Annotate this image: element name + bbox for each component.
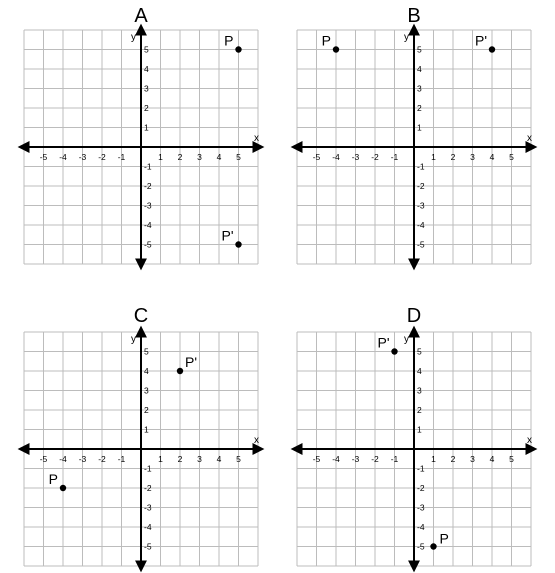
y-tick-label: 4 bbox=[417, 64, 422, 74]
y-tick-label: 2 bbox=[144, 103, 149, 113]
y-tick-label: -4 bbox=[144, 522, 152, 532]
point-label: P bbox=[224, 32, 234, 49]
y-tick-label: -2 bbox=[144, 181, 152, 191]
x-tick-label: -1 bbox=[390, 454, 399, 464]
y-tick-label: -4 bbox=[417, 522, 425, 532]
y-tick-label: 4 bbox=[144, 366, 149, 376]
point-marker bbox=[177, 368, 183, 374]
x-tick-label: -1 bbox=[117, 454, 126, 464]
y-tick-label: 3 bbox=[144, 385, 149, 396]
x-axis-label: x bbox=[254, 133, 259, 144]
x-tick-label: 1 bbox=[158, 454, 163, 464]
point-label: P bbox=[48, 471, 58, 487]
y-tick-label: -2 bbox=[417, 181, 425, 191]
y-tick-label: 4 bbox=[144, 64, 149, 74]
x-tick-label: -2 bbox=[98, 152, 106, 162]
point-label: P bbox=[321, 32, 331, 49]
y-axis-label: y bbox=[404, 32, 409, 43]
y-tick-label: -1 bbox=[144, 463, 152, 474]
x-tick-label: -5 bbox=[312, 152, 321, 162]
coordinate-plane-d[interactable] bbox=[293, 305, 535, 570]
x-tick-label: -3 bbox=[351, 454, 360, 464]
y-tick-label: -5 bbox=[417, 541, 425, 552]
x-tick-label: -1 bbox=[390, 152, 399, 162]
y-tick-label: -2 bbox=[417, 483, 425, 493]
y-tick-label: 5 bbox=[417, 44, 422, 55]
coordinate-plane-a[interactable] bbox=[20, 5, 262, 268]
x-tick-label: 4 bbox=[216, 454, 222, 464]
coordinate-planes bbox=[20, 5, 535, 570]
x-tick-label: 2 bbox=[450, 454, 456, 464]
x-tick-label: 4 bbox=[489, 454, 495, 464]
x-tick-label: -5 bbox=[312, 454, 321, 464]
x-tick-label: 5 bbox=[509, 152, 514, 162]
point-marker bbox=[391, 348, 397, 354]
y-axis-label: y bbox=[131, 334, 136, 345]
y-tick-label: 1 bbox=[417, 424, 422, 435]
panel-title: A bbox=[134, 5, 148, 27]
y-tick-label: -1 bbox=[417, 161, 425, 172]
y-tick-label: -4 bbox=[417, 220, 425, 230]
point-marker bbox=[235, 46, 241, 52]
y-tick-label: 5 bbox=[144, 346, 149, 357]
x-tick-label: 5 bbox=[236, 152, 241, 162]
x-tick-label: 1 bbox=[431, 152, 436, 162]
y-tick-label: 4 bbox=[417, 366, 422, 376]
point-label: P' bbox=[377, 334, 390, 351]
y-tick-label: 5 bbox=[417, 346, 422, 357]
coordinate-plane-b[interactable] bbox=[293, 5, 535, 268]
y-tick-label: -4 bbox=[144, 220, 152, 230]
y-tick-label: -1 bbox=[144, 161, 152, 172]
x-tick-label: 3 bbox=[197, 454, 202, 464]
y-tick-label: 1 bbox=[144, 424, 149, 435]
x-tick-label: -3 bbox=[351, 152, 360, 162]
x-tick-label: 4 bbox=[216, 152, 222, 162]
x-tick-label: 3 bbox=[197, 152, 202, 162]
x-tick-label: 2 bbox=[450, 152, 456, 162]
point-marker bbox=[333, 46, 339, 52]
y-tick-label: 3 bbox=[417, 83, 422, 94]
panel-title: D bbox=[406, 305, 422, 327]
x-tick-label: -4 bbox=[59, 152, 67, 162]
y-tick-label: 5 bbox=[144, 44, 149, 55]
y-tick-label: 2 bbox=[144, 405, 149, 415]
y-tick-label: -1 bbox=[417, 463, 425, 474]
point-marker bbox=[430, 543, 436, 549]
y-tick-label: 2 bbox=[417, 103, 422, 113]
point-label: P' bbox=[221, 227, 234, 244]
point-marker bbox=[489, 46, 495, 52]
point-label: P' bbox=[185, 354, 198, 370]
y-axis-label: y bbox=[131, 32, 136, 43]
y-tick-label: -2 bbox=[144, 483, 152, 493]
x-tick-label: 2 bbox=[177, 152, 183, 162]
y-tick-label: -5 bbox=[144, 541, 152, 552]
x-tick-label: 5 bbox=[509, 454, 514, 464]
point-marker bbox=[60, 485, 66, 491]
x-tick-label: 2 bbox=[177, 454, 183, 464]
y-tick-label: -3 bbox=[417, 200, 425, 211]
x-tick-label: 4 bbox=[489, 152, 495, 162]
point-marker bbox=[235, 241, 241, 247]
x-axis-label: x bbox=[527, 435, 532, 446]
y-tick-label: -3 bbox=[144, 502, 152, 513]
x-tick-label: -2 bbox=[371, 454, 379, 464]
y-tick-label: -5 bbox=[417, 239, 425, 250]
y-tick-label: -3 bbox=[417, 502, 425, 513]
y-tick-label: 1 bbox=[144, 122, 149, 133]
x-tick-label: -4 bbox=[332, 152, 340, 162]
x-tick-label: 3 bbox=[470, 454, 475, 464]
x-tick-label: -2 bbox=[98, 454, 106, 464]
panel-title: C bbox=[133, 305, 149, 327]
x-tick-label: -5 bbox=[39, 152, 48, 162]
x-tick-label: -3 bbox=[78, 152, 87, 162]
x-tick-label: -4 bbox=[332, 454, 340, 464]
x-tick-label: 1 bbox=[158, 152, 163, 162]
y-tick-label: -3 bbox=[144, 200, 152, 211]
x-tick-label: 3 bbox=[470, 152, 475, 162]
y-tick-label: 1 bbox=[417, 122, 422, 133]
x-axis-label: x bbox=[254, 435, 259, 446]
x-tick-label: -4 bbox=[59, 454, 67, 464]
coordinate-plane-c[interactable] bbox=[20, 305, 262, 570]
point-label: P' bbox=[474, 32, 487, 49]
y-tick-label: 3 bbox=[417, 385, 422, 396]
y-tick-label: 3 bbox=[144, 83, 149, 94]
y-tick-label: 2 bbox=[417, 405, 422, 415]
x-tick-label: -1 bbox=[117, 152, 126, 162]
x-tick-label: 1 bbox=[431, 454, 436, 464]
x-tick-label: -2 bbox=[371, 152, 379, 162]
point-label: P bbox=[439, 530, 449, 547]
panel-title: B bbox=[407, 5, 421, 27]
x-tick-label: -5 bbox=[39, 454, 48, 464]
x-tick-label: 5 bbox=[236, 454, 241, 464]
y-tick-label: -5 bbox=[144, 239, 152, 250]
x-tick-label: -3 bbox=[78, 454, 87, 464]
x-axis-label: x bbox=[527, 133, 532, 144]
y-axis-label: y bbox=[404, 334, 409, 345]
